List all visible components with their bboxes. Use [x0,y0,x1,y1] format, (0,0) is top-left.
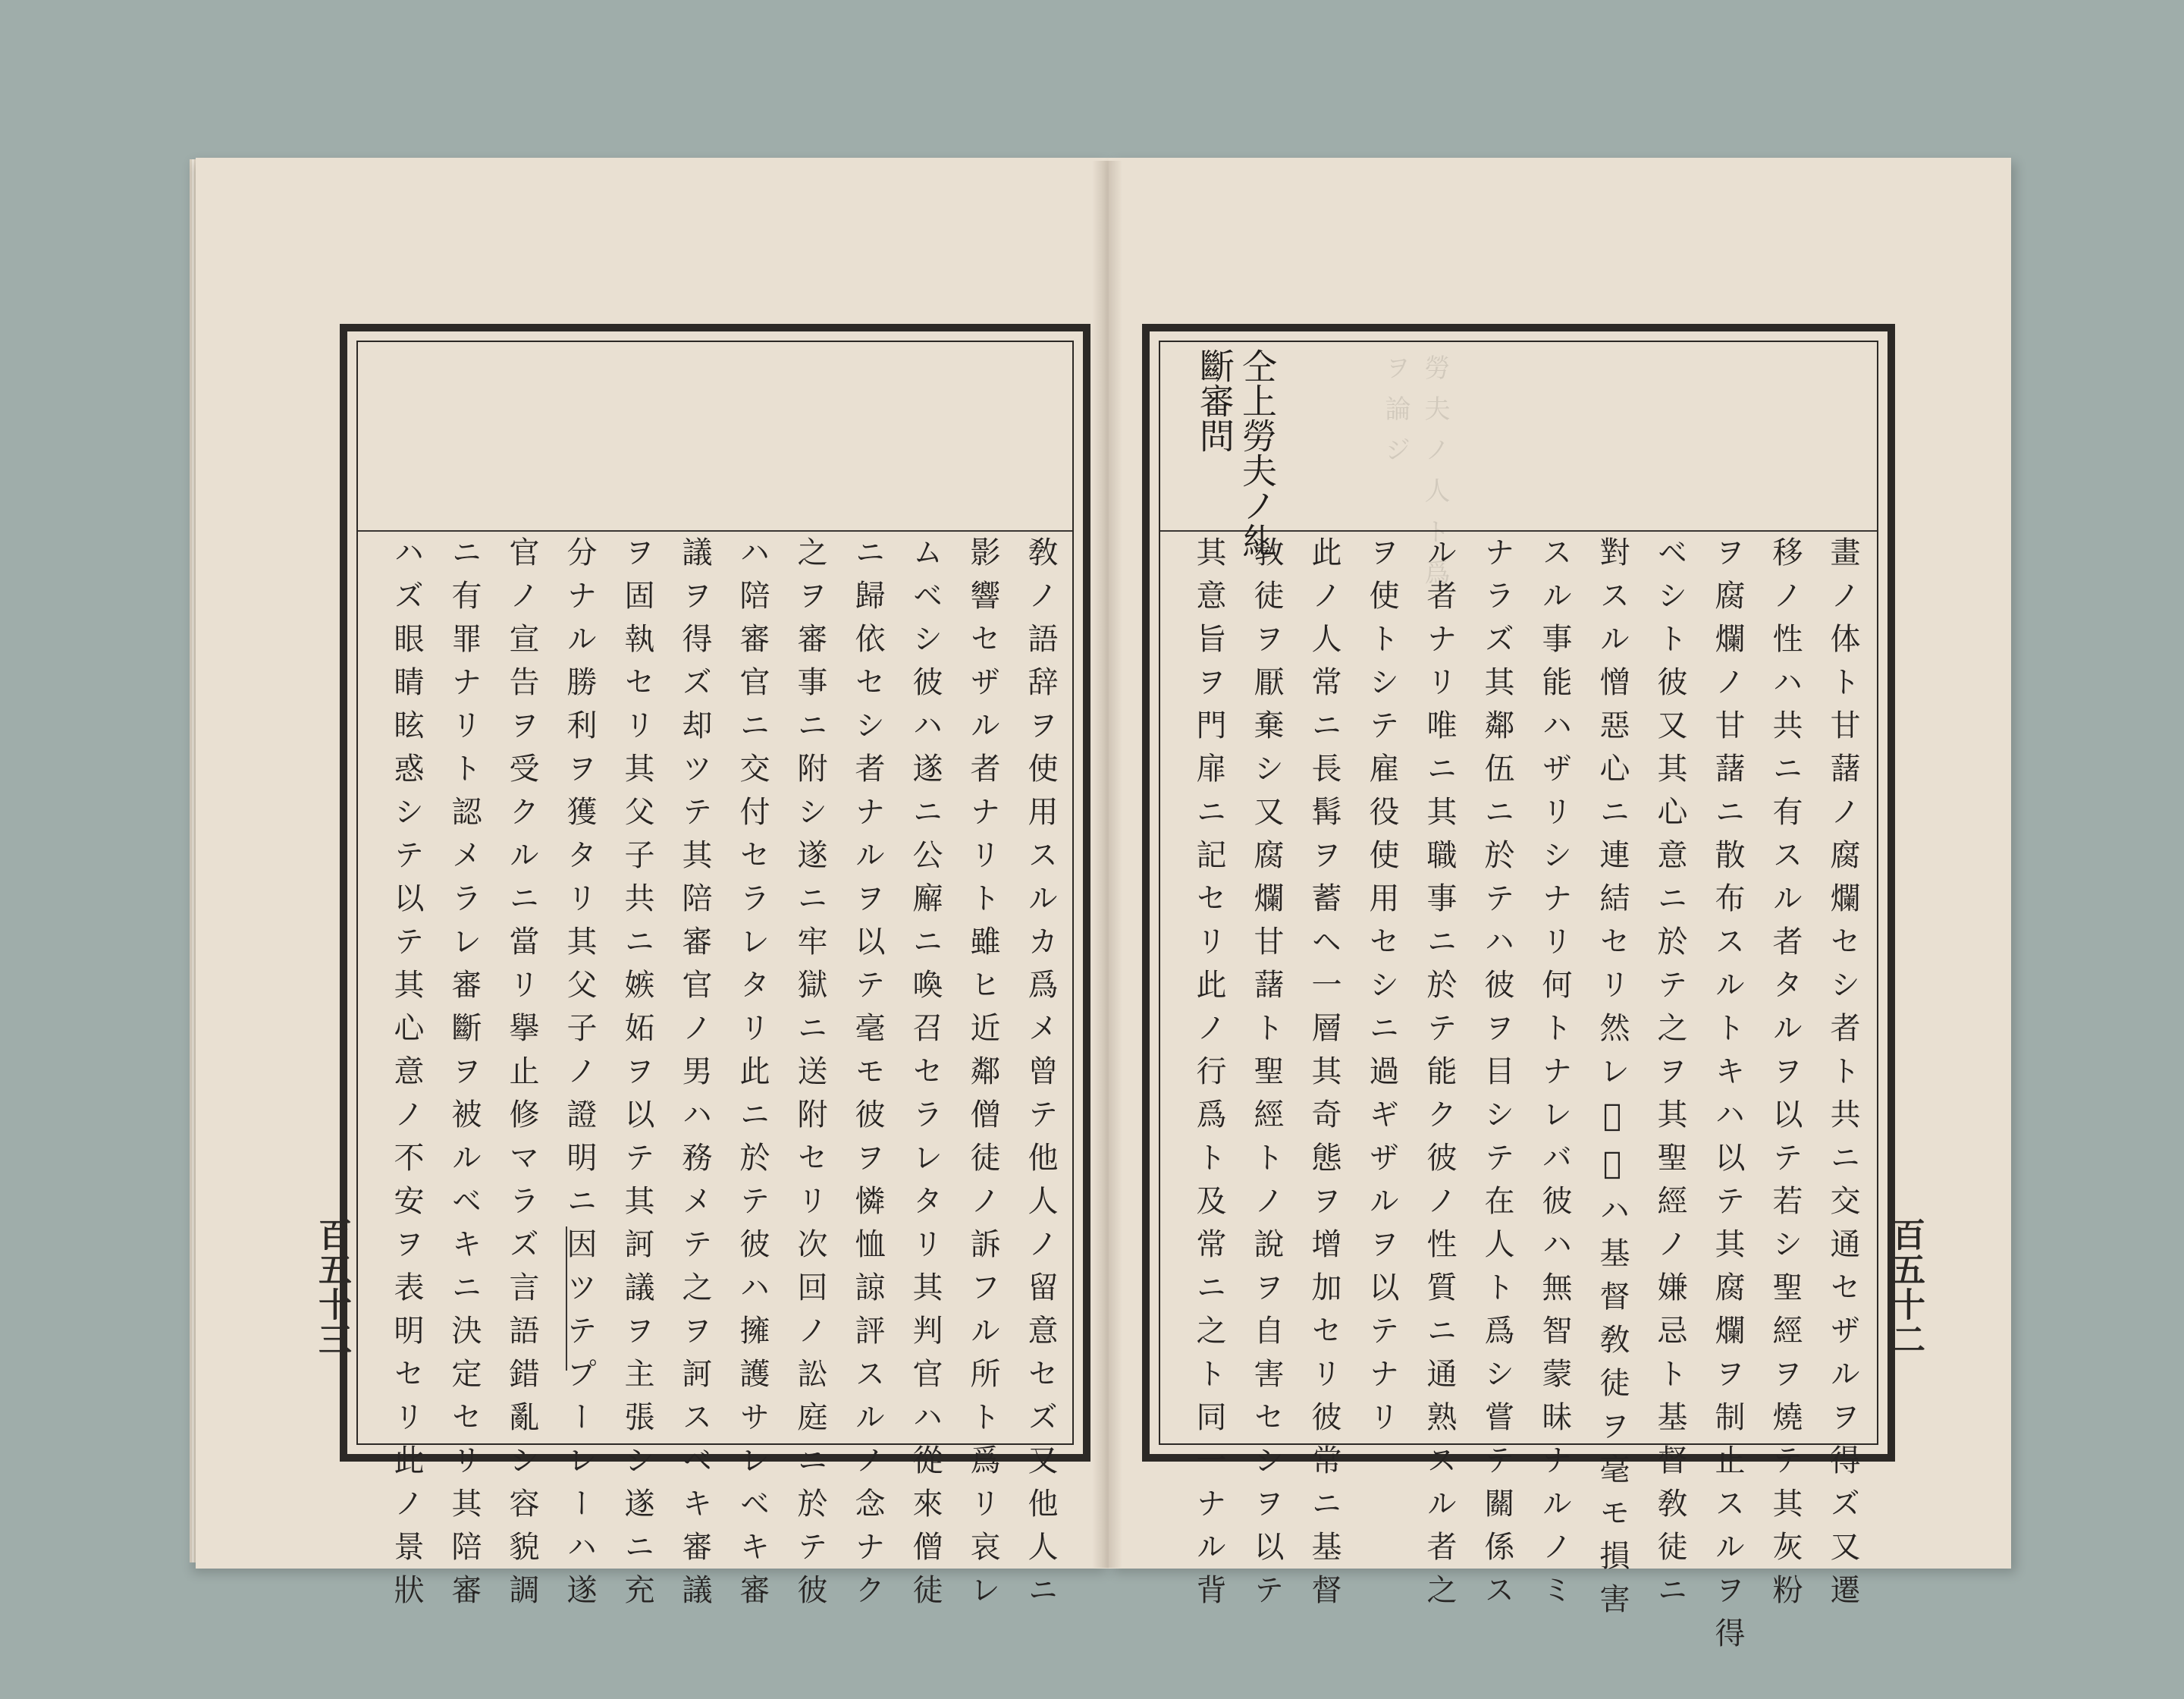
text-column: ル者ナリ唯ニ其職事ニ於テ能ク彼ノ性質ニ通熟スル者之 [1422,536,1457,1617]
section-heading-second: 斷審問 [1194,348,1235,453]
text-column: 之ヲ審事ニ附シ遂ニ牢獄ニ送附セリ次回ノ訟庭ニ於テ彼 [792,536,827,1617]
text-column: ニ有罪ナリト認メラレ審斷ヲ被ルベキニ決定セリ其陪審 [447,536,482,1617]
text-column: ヲ腐爛ノ甘藷ニ散布スルトキハ以テ其腐爛ヲ制止スルヲ得 [1710,536,1745,1660]
text-column: 對スル憎惡心ニ連結セリ然レ𪜈彼ハ基督敎徒ヲ毫モ損害 [1595,536,1630,1626]
text-column: 影響セザル者ナリト雖ヒ近鄰僧徒ノ訴フル所ト爲リ哀レ [965,536,1000,1617]
text-column: 敎徒ヲ厭棄シ又腐爛甘藷ト聖經トノ說ヲ自害セシヲ以テ [1249,536,1284,1617]
text-column: ヲ固執セリ其父子共ニ嫉妬ヲ以テ其訶議ヲ主張シ遂ニ充 [620,536,654,1617]
left-text-frame [340,324,1090,1617]
text-column: 分ナル勝利ヲ獲タリ其父子ノ證明ニ因ツテプーレーハ遂 [562,536,597,1617]
text-column: スル事能ハザリシナリ何トナレバ彼ハ無智蒙昧ナルノミ [1537,536,1572,1617]
text-column: 其意旨ヲ門扉ニ記セリ此ノ行爲ト及常ニ之ト同一ナル背 [1191,536,1226,1617]
text-column: ヲ使トシテ雇役使用セシニ過ギザルヲ以テナリ [1364,536,1399,1444]
text-column: ベシト彼又其心意ニ於テ之ヲ其聖經ノ嫌忌ト基督敎徒ニ [1652,536,1687,1617]
text-column: 此ノ人常ニ長髯ヲ蓄ヘ一層其奇態ヲ增加セリ彼常ニ基督 [1307,536,1341,1617]
text-column: 敎ノ語辞ヲ使用スルカ爲メ曾テ他人ノ留意セズ又他人ニ [1023,536,1058,1617]
left-page-number: 百五十三 [312,1217,351,1357]
show-through-text: ヲ論ジ [1380,354,1410,477]
section-heading-first: 仝上勞夫ノ糺 [1237,348,1278,557]
text-column: 官ノ宣告ヲ受クルニ當リ擧止修マラズ言語錯亂シ容貌調 [504,536,539,1617]
show-through-text: 勞夫ノ人ト爲 [1420,354,1450,600]
text-column: ハズ眼睛眩惑シテ以テ其心意ノ不安ヲ表明セリ此ノ景狀 [389,536,424,1617]
right-text-frame [1142,324,1895,1660]
text-column: 畫ノ体ト甘藷ノ腐爛セシ者ト共ニ交通セザルヲ得ズ又遷 [1825,536,1860,1617]
text-column: ニ歸依セシ者ナルヲ以テ毫モ彼ヲ憐恤諒評スルノ念ナク [850,536,885,1617]
text-column: 議ヲ得ズ却ツテ其陪審官ノ男ハ務メテ之ヲ訶スベキ審議 [677,536,712,1617]
text-column: ナラズ其鄰伍ニ於テハ彼ヲ目シテ在人ト爲シ嘗テ關係ス [1480,536,1514,1617]
text-column: 移ノ性ハ共ニ有スル者タルヲ以テ若シ聖經ヲ燒テ其灰粉 [1768,536,1803,1617]
right-page-number: 百五十二 [1886,1217,1925,1357]
text-column: ムベシ彼ハ遂ニ公廨ニ喚召セラレタリ其判官ハ從來僧徒 [908,536,943,1617]
book-gutter [1092,161,1122,1568]
left-header-divider [358,530,1072,532]
text-column: ハ陪審官ニ交付セラレタリ此ニ於テ彼ハ擁護サレベキ審 [735,536,770,1617]
